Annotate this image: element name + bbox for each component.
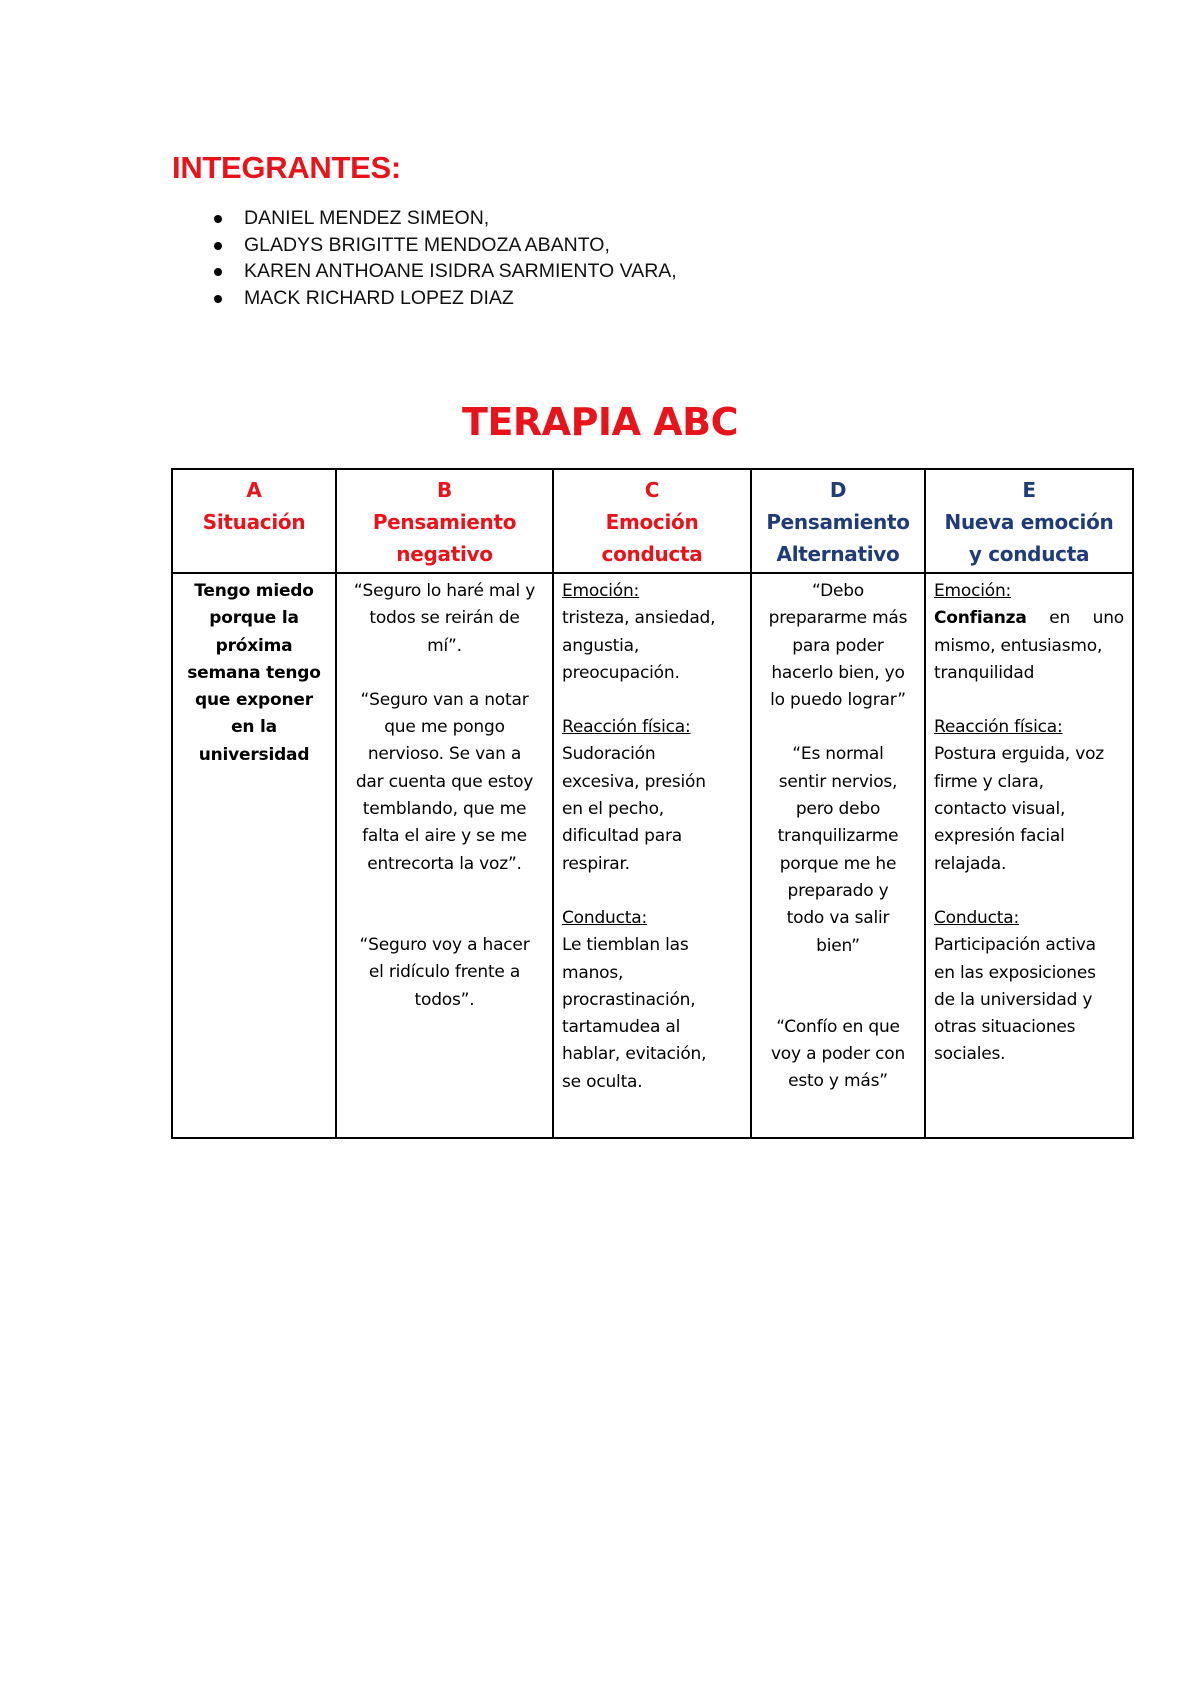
cell-pensamiento-alternativo: “Debo prepararme más para poder hacerlo bien, yo lo puedo lograr” “Es normal sentir nervios, pero debo tranquilizarme porque me he preparado y todo va salir bien” “Confío en que voy a poder con esto y más” (751, 573, 925, 1138)
document-title: TERAPIA ABC (462, 400, 738, 444)
cell-nueva-emocion: Emoción: Confianza en uno mismo, entusiasmo, tranquilidad Reacción física: Postura erguida, voz firme y clara, contacto visual, expresión facial relajada. Conducta: Participación activa en las exposiciones de la universidad y otras situaciones sociales. (925, 573, 1133, 1138)
bullet-icon (214, 268, 222, 276)
conducta-label: Conducta: (934, 907, 1019, 928)
integrantes-heading: INTEGRANTES: (172, 150, 401, 185)
cell-emocion-conducta: Emoción: tristeza, ansiedad, angustia, preocupación. Reacción física: Sudoración excesiva, presión en el pecho, dificultad para respirar. Conducta: Le tiemblan las manos, procrastinación, tartamudea al hablar, evitación, se oculta. (553, 573, 751, 1138)
bullet-icon (214, 215, 222, 223)
header-e: E Nueva emoción y conducta (925, 469, 1133, 573)
list-item: GLADYS BRIGITTE MENDOZA ABANTO, (200, 232, 677, 259)
reaccion-label: Reacción física: (934, 717, 1063, 738)
members-list (200, 205, 677, 311)
reaccion-label: Reacción física: (562, 717, 691, 738)
cell-situacion: Tengo miedo porque la próxima semana tengo que exponer en la universidad (172, 573, 336, 1138)
abc-table (171, 468, 1134, 1139)
cell-pensamiento-negativo: “Seguro lo haré mal y todos se reirán de mí”. “Seguro van a notar que me pongo nervioso. Se van a dar cuenta que estoy temblando, que me falta el aire y se me entrecorta la voz”. “Seguro voy a hacer el ridículo frente a todos”. (336, 573, 553, 1138)
header-a: A Situación (172, 469, 336, 573)
emocion-first-line: Confianza en uno (934, 608, 1124, 629)
bullet-icon (214, 242, 222, 250)
header-c: C Emoción conducta (553, 469, 751, 573)
header-b: B Pensamiento negativo (336, 469, 553, 573)
bullet-icon (214, 295, 222, 303)
header-d: D Pensamiento Alternativo (751, 469, 925, 573)
table-header-row (172, 469, 1133, 573)
emocion-label: Emoción: (562, 581, 640, 601)
list-item: DANIEL MENDEZ SIMEON, (200, 205, 677, 232)
list-item: MACK RICHARD LOPEZ DIAZ (200, 285, 677, 312)
conducta-label: Conducta: (562, 907, 647, 928)
table-row (172, 573, 1133, 1138)
emocion-label: Emoción: (934, 581, 1012, 601)
list-item: KAREN ANTHOANE ISIDRA SARMIENTO VARA, (200, 258, 677, 285)
